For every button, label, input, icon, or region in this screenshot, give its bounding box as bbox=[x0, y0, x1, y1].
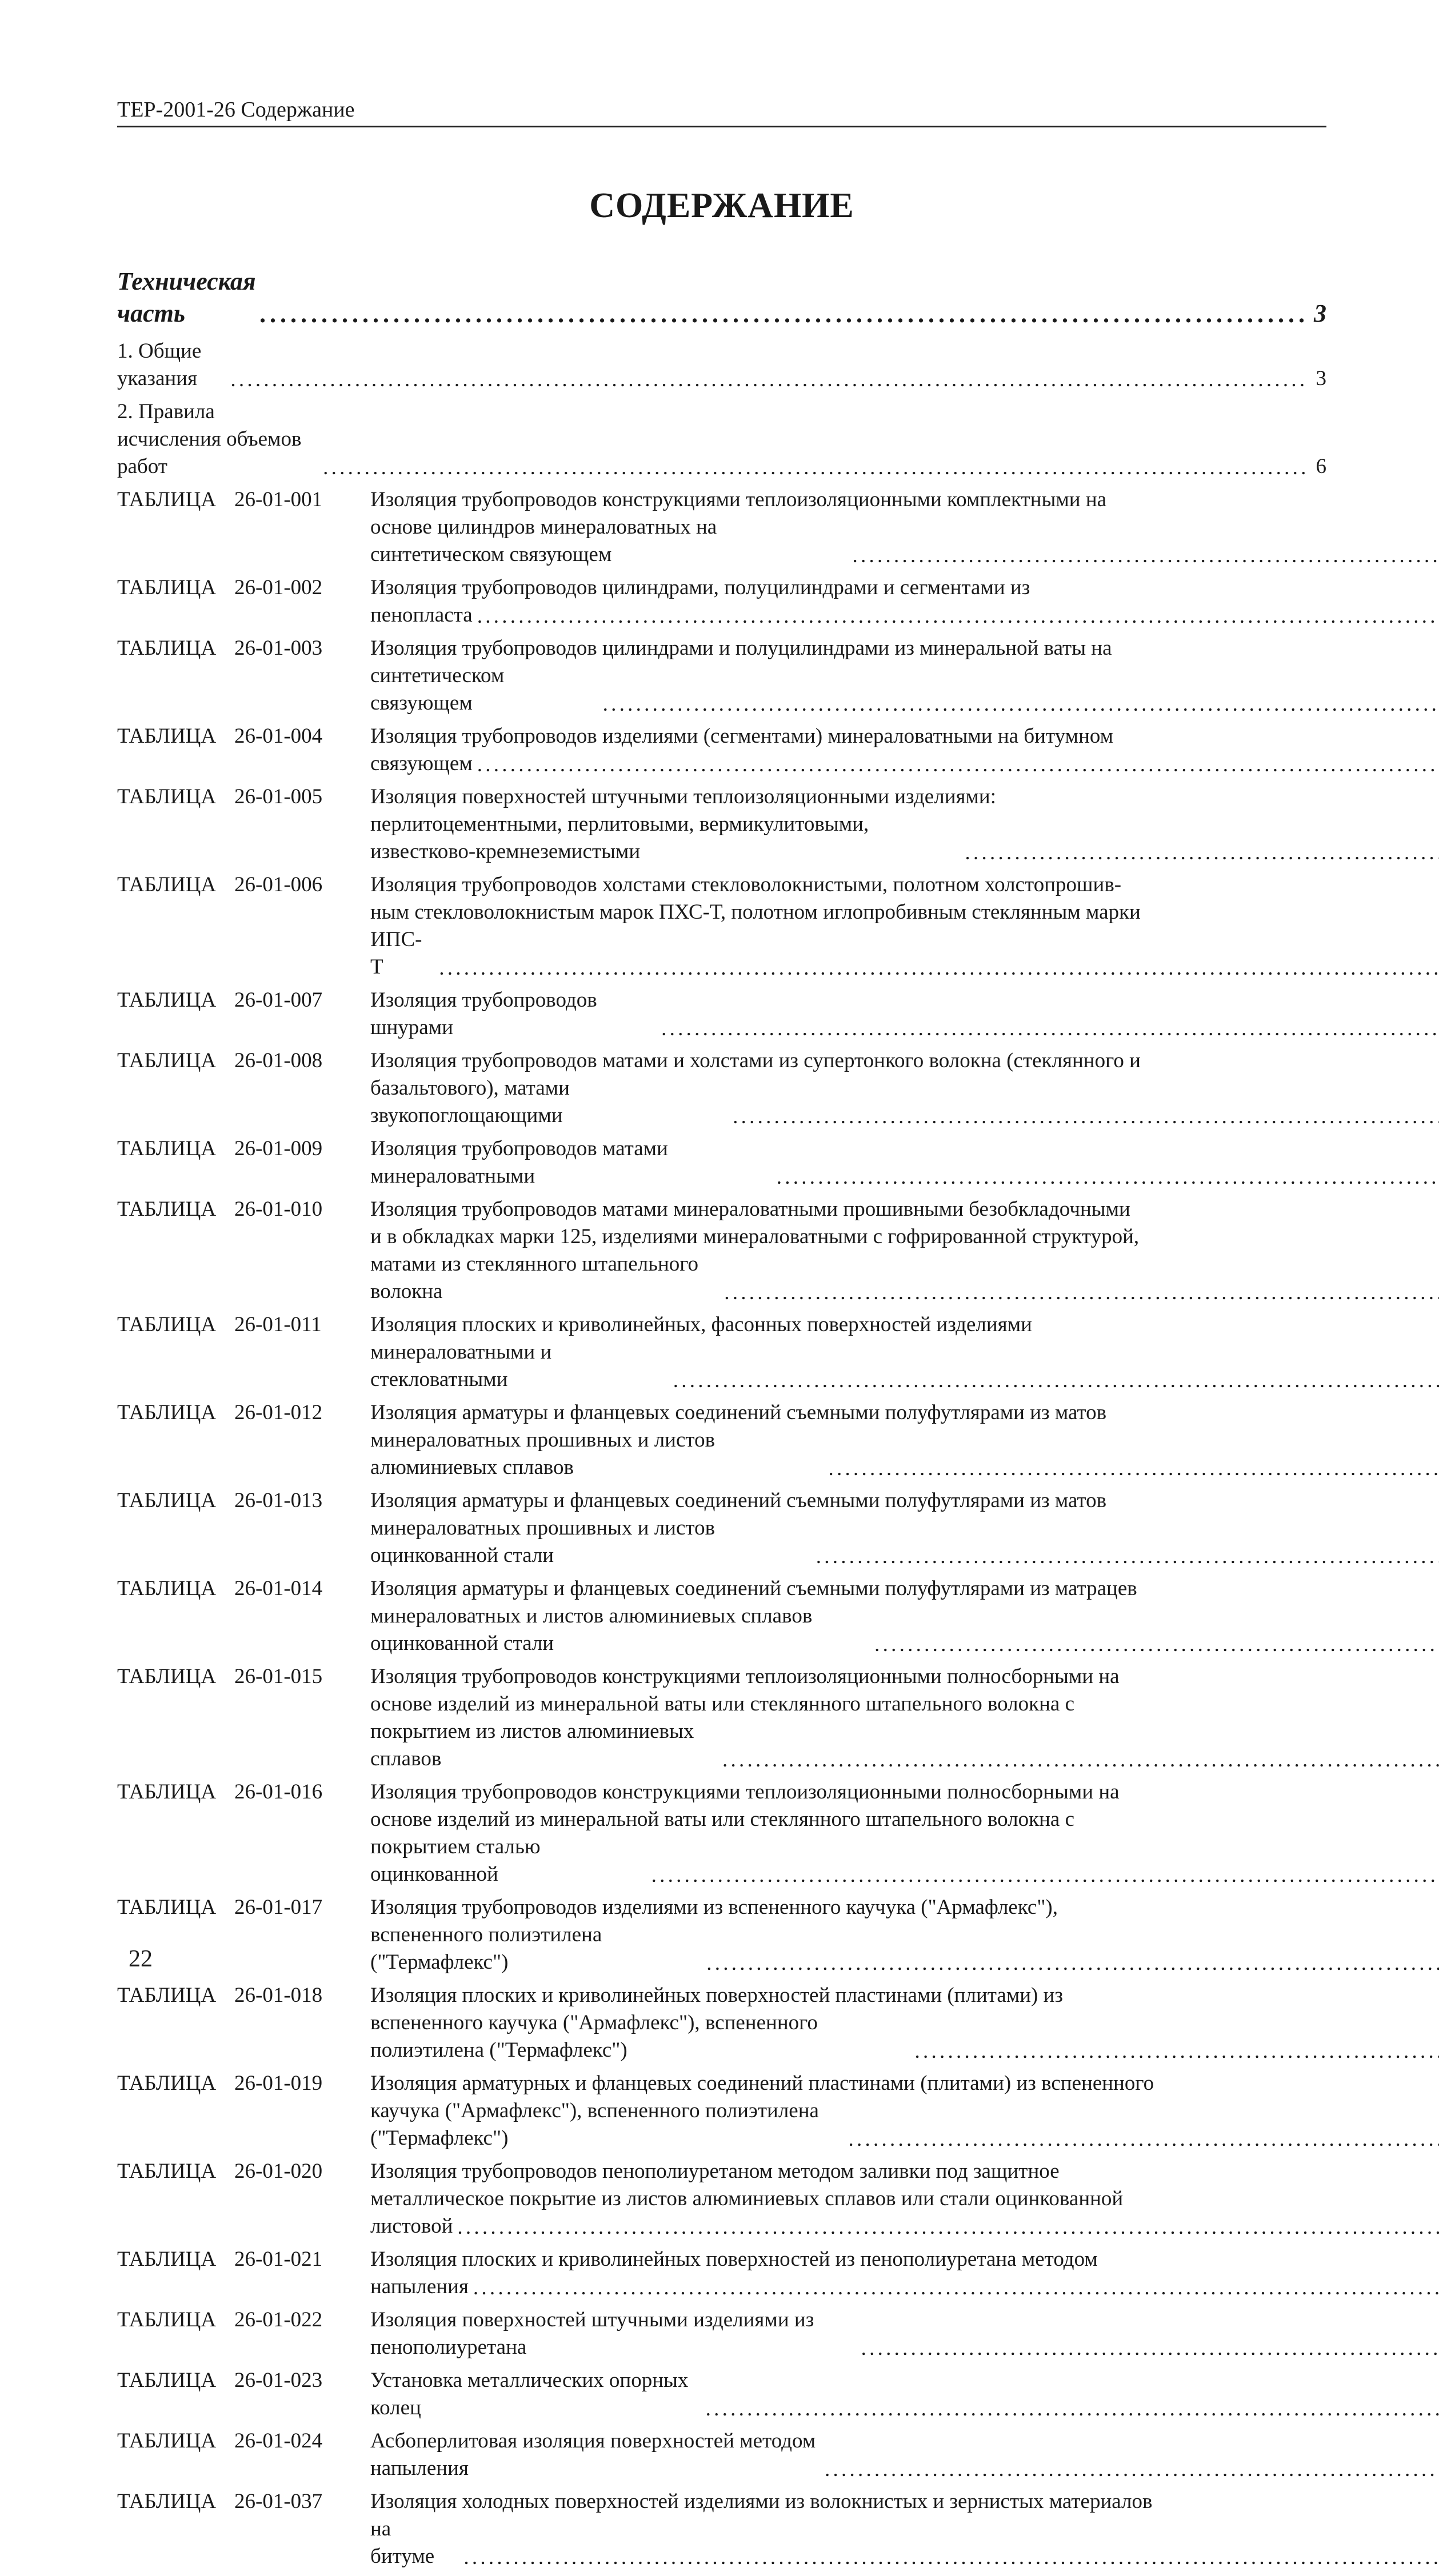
table-label: ТАБЛИЦА bbox=[117, 2429, 217, 2453]
table-code: 26-01-020 bbox=[234, 2160, 323, 2183]
dot-leader bbox=[230, 366, 1308, 392]
table-title-line: и в обкладках марки 125, изделиями минераловатными с гофрированной структурой, bbox=[370, 1225, 1140, 1248]
toc-section-label: Техническая часть bbox=[117, 267, 256, 327]
dot-leader bbox=[706, 1950, 1439, 1976]
toc-table-row[interactable] bbox=[117, 871, 1326, 981]
table-title-line: минераловатных прошивных и листов алюминиевых сплавов bbox=[370, 1428, 715, 1479]
dot-leader bbox=[473, 2274, 1439, 2301]
table-of-contents bbox=[117, 266, 1326, 2576]
dot-leader bbox=[477, 751, 1439, 778]
table-title bbox=[370, 1575, 1439, 1657]
table-label: ТАБЛИЦА bbox=[117, 2308, 217, 2331]
table-title-line: пенопласта bbox=[370, 603, 473, 627]
toc-table-row[interactable] bbox=[117, 1047, 1326, 1129]
table-title-line: Изоляция плоских и криволинейных поверхностей пластинами (плитами) из bbox=[370, 1984, 1064, 2007]
table-title bbox=[370, 2246, 1439, 2301]
table-code: 26-01-023 bbox=[234, 2369, 323, 2392]
table-title bbox=[370, 871, 1439, 981]
dot-leader bbox=[457, 2214, 1439, 2240]
table-label: ТАБЛИЦА bbox=[117, 1489, 217, 1512]
table-title bbox=[370, 1778, 1439, 1888]
dot-leader bbox=[439, 955, 1439, 981]
table-code: 26-01-003 bbox=[234, 636, 323, 660]
dot-leader bbox=[965, 839, 1439, 866]
toc-table-row[interactable] bbox=[117, 1663, 1326, 1773]
table-title bbox=[370, 2158, 1439, 2240]
toc-table-row[interactable] bbox=[117, 783, 1326, 866]
table-code: 26-01-016 bbox=[234, 1780, 323, 1804]
table-label: ТАБЛИЦА bbox=[117, 1665, 217, 1688]
table-code: 26-01-006 bbox=[234, 873, 323, 896]
dot-leader bbox=[724, 1279, 1439, 1305]
table-title-line: основе изделий из минеральной ваты или стеклянного штапельного волокна с bbox=[370, 1808, 1075, 1831]
toc-table-row[interactable] bbox=[117, 1311, 1326, 1393]
table-title-line: Изоляция трубопроводов пенополиуретаном методом заливки под защитное bbox=[370, 2160, 1060, 2183]
table-title-line: Изоляция трубопроводов изделиями из вспененного каучука ("Армафлекс"), bbox=[370, 1896, 1058, 1919]
toc-item-label: 1. Общие указания bbox=[117, 339, 202, 390]
table-label: ТАБЛИЦА bbox=[117, 1049, 217, 1072]
table-title bbox=[370, 1487, 1439, 1569]
dot-leader bbox=[722, 1746, 1439, 1773]
dot-leader bbox=[661, 1015, 1439, 1041]
table-title bbox=[370, 1047, 1439, 1129]
dot-leader bbox=[861, 2335, 1439, 2361]
toc-item[interactable] bbox=[117, 398, 1326, 480]
table-label: ТАБЛИЦА bbox=[117, 724, 217, 748]
table-title-line: Изоляция трубопроводов матами минераловатными bbox=[370, 1137, 668, 1188]
dot-leader bbox=[825, 2456, 1439, 2482]
toc-table-row[interactable] bbox=[117, 2306, 1326, 2361]
table-title bbox=[370, 635, 1439, 717]
table-title-line: Изоляция трубопроводов изделиями (сегментами) минераловатными на битумном bbox=[370, 724, 1114, 748]
page-title: СОДЕРЖАНИЕ bbox=[589, 186, 854, 225]
toc-table-row[interactable] bbox=[117, 1399, 1326, 1481]
table-code: 26-01-012 bbox=[234, 1401, 323, 1424]
dot-leader bbox=[874, 1631, 1439, 1657]
table-label: ТАБЛИЦА bbox=[117, 576, 217, 599]
table-title-line: перлитоцементными, перлитовыми, вермикулитовыми, известково-кремнеземистыми bbox=[370, 812, 869, 863]
running-header: ТЕР-2001-26 Содержание bbox=[117, 96, 1326, 127]
table-code: 26-01-013 bbox=[234, 1489, 323, 1512]
table-title-line: вспененного каучука ("Армафлекс"), вспененного полиэтилена ("Термафлекс") bbox=[370, 2011, 818, 2062]
table-code: 26-01-014 bbox=[234, 1577, 323, 1600]
toc-table-row[interactable] bbox=[117, 1894, 1326, 1976]
table-title-line: Изоляция трубопроводов цилиндрами и полуцилиндрами из минеральной ваты на bbox=[370, 636, 1112, 660]
table-label: ТАБЛИЦА bbox=[117, 2248, 217, 2271]
table-title-line: ИПС-Т bbox=[370, 928, 422, 979]
table-label: ТАБЛИЦА bbox=[117, 2369, 217, 2392]
toc-table-row[interactable] bbox=[117, 2488, 1326, 2570]
toc-table-row[interactable] bbox=[117, 2070, 1326, 2152]
dot-leader bbox=[733, 1103, 1439, 1129]
table-title-line: Изоляция плоских и криволинейных поверхностей из пенополиуретана методом bbox=[370, 2248, 1098, 2271]
table-title-line: напыления bbox=[370, 2275, 469, 2298]
table-label: ТАБЛИЦА bbox=[117, 873, 217, 896]
table-code: 26-01-004 bbox=[234, 724, 323, 748]
table-title bbox=[370, 1894, 1439, 1976]
table-code: 26-01-024 bbox=[234, 2429, 323, 2453]
dot-leader bbox=[323, 454, 1308, 480]
table-title-line: основе цилиндров минераловатных на синтетическом связующем bbox=[370, 515, 717, 566]
table-label: ТАБЛИЦА bbox=[117, 988, 217, 1012]
dot-leader bbox=[853, 542, 1439, 568]
table-label: ТАБЛИЦА bbox=[117, 1896, 217, 1919]
table-code: 26-01-015 bbox=[234, 1665, 323, 1688]
table-title bbox=[370, 486, 1439, 568]
toc-table-row[interactable] bbox=[117, 1196, 1326, 1305]
table-label: ТАБЛИЦА bbox=[117, 636, 217, 660]
table-title bbox=[370, 2488, 1439, 2570]
toc-tables bbox=[117, 486, 1326, 2570]
table-title-line: вспененного полиэтилена ("Термафлекс") bbox=[370, 1923, 602, 1974]
dot-leader bbox=[828, 1455, 1439, 1481]
toc-table-row[interactable] bbox=[117, 1982, 1326, 2064]
table-title-line: матами из стеклянного штапельного волокна bbox=[370, 1252, 699, 1303]
table-title-line: Установка металлических опорных колец bbox=[370, 2369, 689, 2419]
table-title bbox=[370, 1982, 1439, 2064]
table-code: 26-01-002 bbox=[234, 576, 323, 599]
table-label: ТАБЛИЦА bbox=[117, 1401, 217, 1424]
table-label: ТАБЛИЦА bbox=[117, 1313, 217, 1336]
dot-leader bbox=[673, 1367, 1439, 1393]
dot-leader bbox=[603, 691, 1439, 717]
table-title-line: металлическое покрытие из листов алюминиевых сплавов или стали оцинкованной bbox=[370, 2187, 1124, 2210]
toc-table-row[interactable] bbox=[117, 1575, 1326, 1657]
table-label: ТАБЛИЦА bbox=[117, 1197, 217, 1221]
table-code: 26-01-005 bbox=[234, 785, 323, 808]
table-title-line: покрытием из листов алюминиевых сплавов bbox=[370, 1720, 694, 1770]
table-title bbox=[370, 723, 1439, 778]
table-title-line: Изоляция плоских и криволинейных, фасонных поверхностей изделиями bbox=[370, 1313, 1032, 1336]
table-title-line: связующем bbox=[370, 752, 473, 775]
table-title-line: на битуме bbox=[370, 2517, 435, 2568]
toc-table-row[interactable] bbox=[117, 987, 1326, 1041]
table-title-line: каучука ("Армафлекс"), вспененного полиэтилена ("Термафлекс") bbox=[370, 2099, 819, 2150]
table-label: ТАБЛИЦА bbox=[117, 1137, 217, 1160]
table-title bbox=[370, 2306, 1439, 2361]
table-title-line: Изоляция поверхностей штучными изделиями из пенополиуретана bbox=[370, 2308, 814, 2359]
toc-items bbox=[117, 338, 1326, 480]
toc-table-row[interactable] bbox=[117, 1135, 1326, 1190]
table-code: 26-01-011 bbox=[234, 1313, 322, 1336]
table-title-line: Изоляция трубопроводов матами минераловатными прошивными безобкладочными bbox=[370, 1197, 1130, 1221]
toc-table-row[interactable] bbox=[117, 1487, 1326, 1569]
dot-leader bbox=[849, 2126, 1439, 2152]
table-title-line: Изоляция арматуры и фланцевых соединений съемными полуфутлярами из матрацев bbox=[370, 1577, 1137, 1600]
table-title-line: минераловатных прошивных и листов оцинкованной стали bbox=[370, 1516, 715, 1567]
table-title-line: Асбоперлитовая изоляция поверхностей методом напыления bbox=[370, 2429, 816, 2480]
toc-page-number: 3 bbox=[1314, 299, 1326, 327]
table-title-line: ным стекловолокнистым марок ПХС-Т, полотном иглопробивным стеклянным марки bbox=[370, 900, 1141, 924]
table-title bbox=[370, 2070, 1439, 2152]
table-title bbox=[370, 1663, 1439, 1773]
toc-table-row[interactable] bbox=[117, 723, 1326, 778]
table-code: 26-01-007 bbox=[234, 988, 323, 1012]
table-label: ТАБЛИЦА bbox=[117, 785, 217, 808]
toc-table-row[interactable] bbox=[117, 635, 1326, 717]
toc-table-row[interactable] bbox=[117, 486, 1326, 568]
table-label: ТАБЛИЦА bbox=[117, 2072, 217, 2095]
toc-table-row[interactable] bbox=[117, 1778, 1326, 1888]
table-title-line: Изоляция арматуры и фланцевых соединений съемными полуфутлярами из матов bbox=[370, 1401, 1107, 1424]
table-title-line: Изоляция трубопроводов матами и холстами из супертонкого волокна (стеклянного и bbox=[370, 1049, 1141, 1072]
dot-leader bbox=[463, 2544, 1439, 2570]
table-title-line: основе изделий из минеральной ваты или стеклянного штапельного волокна с bbox=[370, 1692, 1075, 1716]
table-title bbox=[370, 1311, 1439, 1393]
toc-table-row[interactable] bbox=[117, 2246, 1326, 2301]
dot-leader bbox=[777, 1164, 1439, 1190]
toc-page-number: 3 bbox=[1316, 367, 1326, 390]
table-title-line: базальтового), матами звукопоглощающими bbox=[370, 1076, 570, 1127]
table-title bbox=[370, 987, 1439, 1041]
dot-leader bbox=[914, 2038, 1439, 2064]
toc-table-row[interactable] bbox=[117, 574, 1326, 629]
table-title bbox=[370, 1196, 1439, 1305]
table-title-line: минераловатных и листов алюминиевых сплавов оцинкованной стали bbox=[370, 1604, 813, 1655]
table-code: 26-01-008 bbox=[234, 1049, 323, 1072]
table-title-line: Изоляция трубопроводов конструкциями теплоизоляционными комплектными на bbox=[370, 488, 1107, 511]
table-title-line: Изоляция трубопроводов конструкциями теплоизоляционными полносборными на bbox=[370, 1780, 1120, 1804]
table-title bbox=[370, 2427, 1439, 2482]
table-label: ТАБЛИЦА bbox=[117, 2490, 217, 2513]
table-code: 26-01-021 bbox=[234, 2248, 323, 2271]
table-title-line: листовой bbox=[370, 2214, 453, 2238]
table-code: 26-01-009 bbox=[234, 1137, 323, 1160]
table-title-line: Изоляция поверхностей штучными теплоизоляционными изделиями: bbox=[370, 785, 997, 808]
table-title bbox=[370, 1399, 1439, 1481]
table-title-line: Изоляция трубопроводов цилиндрами, полуцилиндрами и сегментами из bbox=[370, 576, 1030, 599]
table-title bbox=[370, 783, 1439, 866]
table-code: 26-01-022 bbox=[234, 2308, 323, 2331]
toc-page-number: 6 bbox=[1316, 455, 1326, 478]
dot-leader bbox=[706, 2395, 1439, 2422]
dot-leader bbox=[651, 1862, 1439, 1888]
table-code: 26-01-037 bbox=[234, 2490, 323, 2513]
table-title-line: Изоляция трубопроводов холстами стекловолокнистыми, полотном холстопрошив- bbox=[370, 873, 1122, 896]
toc-table-row[interactable] bbox=[117, 2367, 1326, 2422]
table-code: 26-01-018 bbox=[234, 1984, 323, 2007]
table-title-line: Изоляция холодных поверхностей изделиями из волокнистых и зернистых материалов bbox=[370, 2490, 1153, 2513]
table-title bbox=[370, 1135, 1439, 1190]
table-code: 26-01-001 bbox=[234, 488, 323, 511]
table-title-line: минераловатными и стекловатными bbox=[370, 1340, 552, 1391]
table-label: ТАБЛИЦА bbox=[117, 1984, 217, 2007]
table-title-line: Изоляция трубопроводов шнурами bbox=[370, 988, 597, 1039]
toc-section-technical[interactable] bbox=[117, 266, 1326, 330]
toc-item-label: 2. Правила исчисления объемов работ bbox=[117, 400, 302, 478]
table-code: 26-01-017 bbox=[234, 1896, 323, 1919]
table-title-line: Изоляция трубопроводов конструкциями теплоизоляционными полносборными на bbox=[370, 1665, 1120, 1688]
table-title-line: покрытием сталью оцинкованной bbox=[370, 1835, 541, 1886]
table-title bbox=[370, 574, 1439, 629]
dot-leader bbox=[477, 603, 1439, 629]
dot-leader bbox=[816, 1543, 1439, 1569]
table-code: 26-01-010 bbox=[234, 1197, 323, 1221]
page-number: 22 bbox=[129, 1946, 153, 1972]
table-title-line: Изоляция арматурных и фланцевых соединений пластинами (плитами) из вспененного bbox=[370, 2072, 1154, 2095]
table-label: ТАБЛИЦА bbox=[117, 488, 217, 511]
table-label: ТАБЛИЦА bbox=[117, 1577, 217, 1600]
toc-item[interactable] bbox=[117, 338, 1326, 392]
table-code: 26-01-019 bbox=[234, 2072, 323, 2095]
table-title-line: синтетическом связующем bbox=[370, 664, 505, 715]
dot-leader bbox=[261, 298, 1308, 330]
toc-table-row[interactable] bbox=[117, 2427, 1326, 2482]
table-title-line: Изоляция арматуры и фланцевых соединений съемными полуфутлярами из матов bbox=[370, 1489, 1107, 1512]
toc-table-row[interactable] bbox=[117, 2158, 1326, 2240]
table-title bbox=[370, 2367, 1439, 2422]
table-label: ТАБЛИЦА bbox=[117, 2160, 217, 2183]
table-label: ТАБЛИЦА bbox=[117, 1780, 217, 1804]
